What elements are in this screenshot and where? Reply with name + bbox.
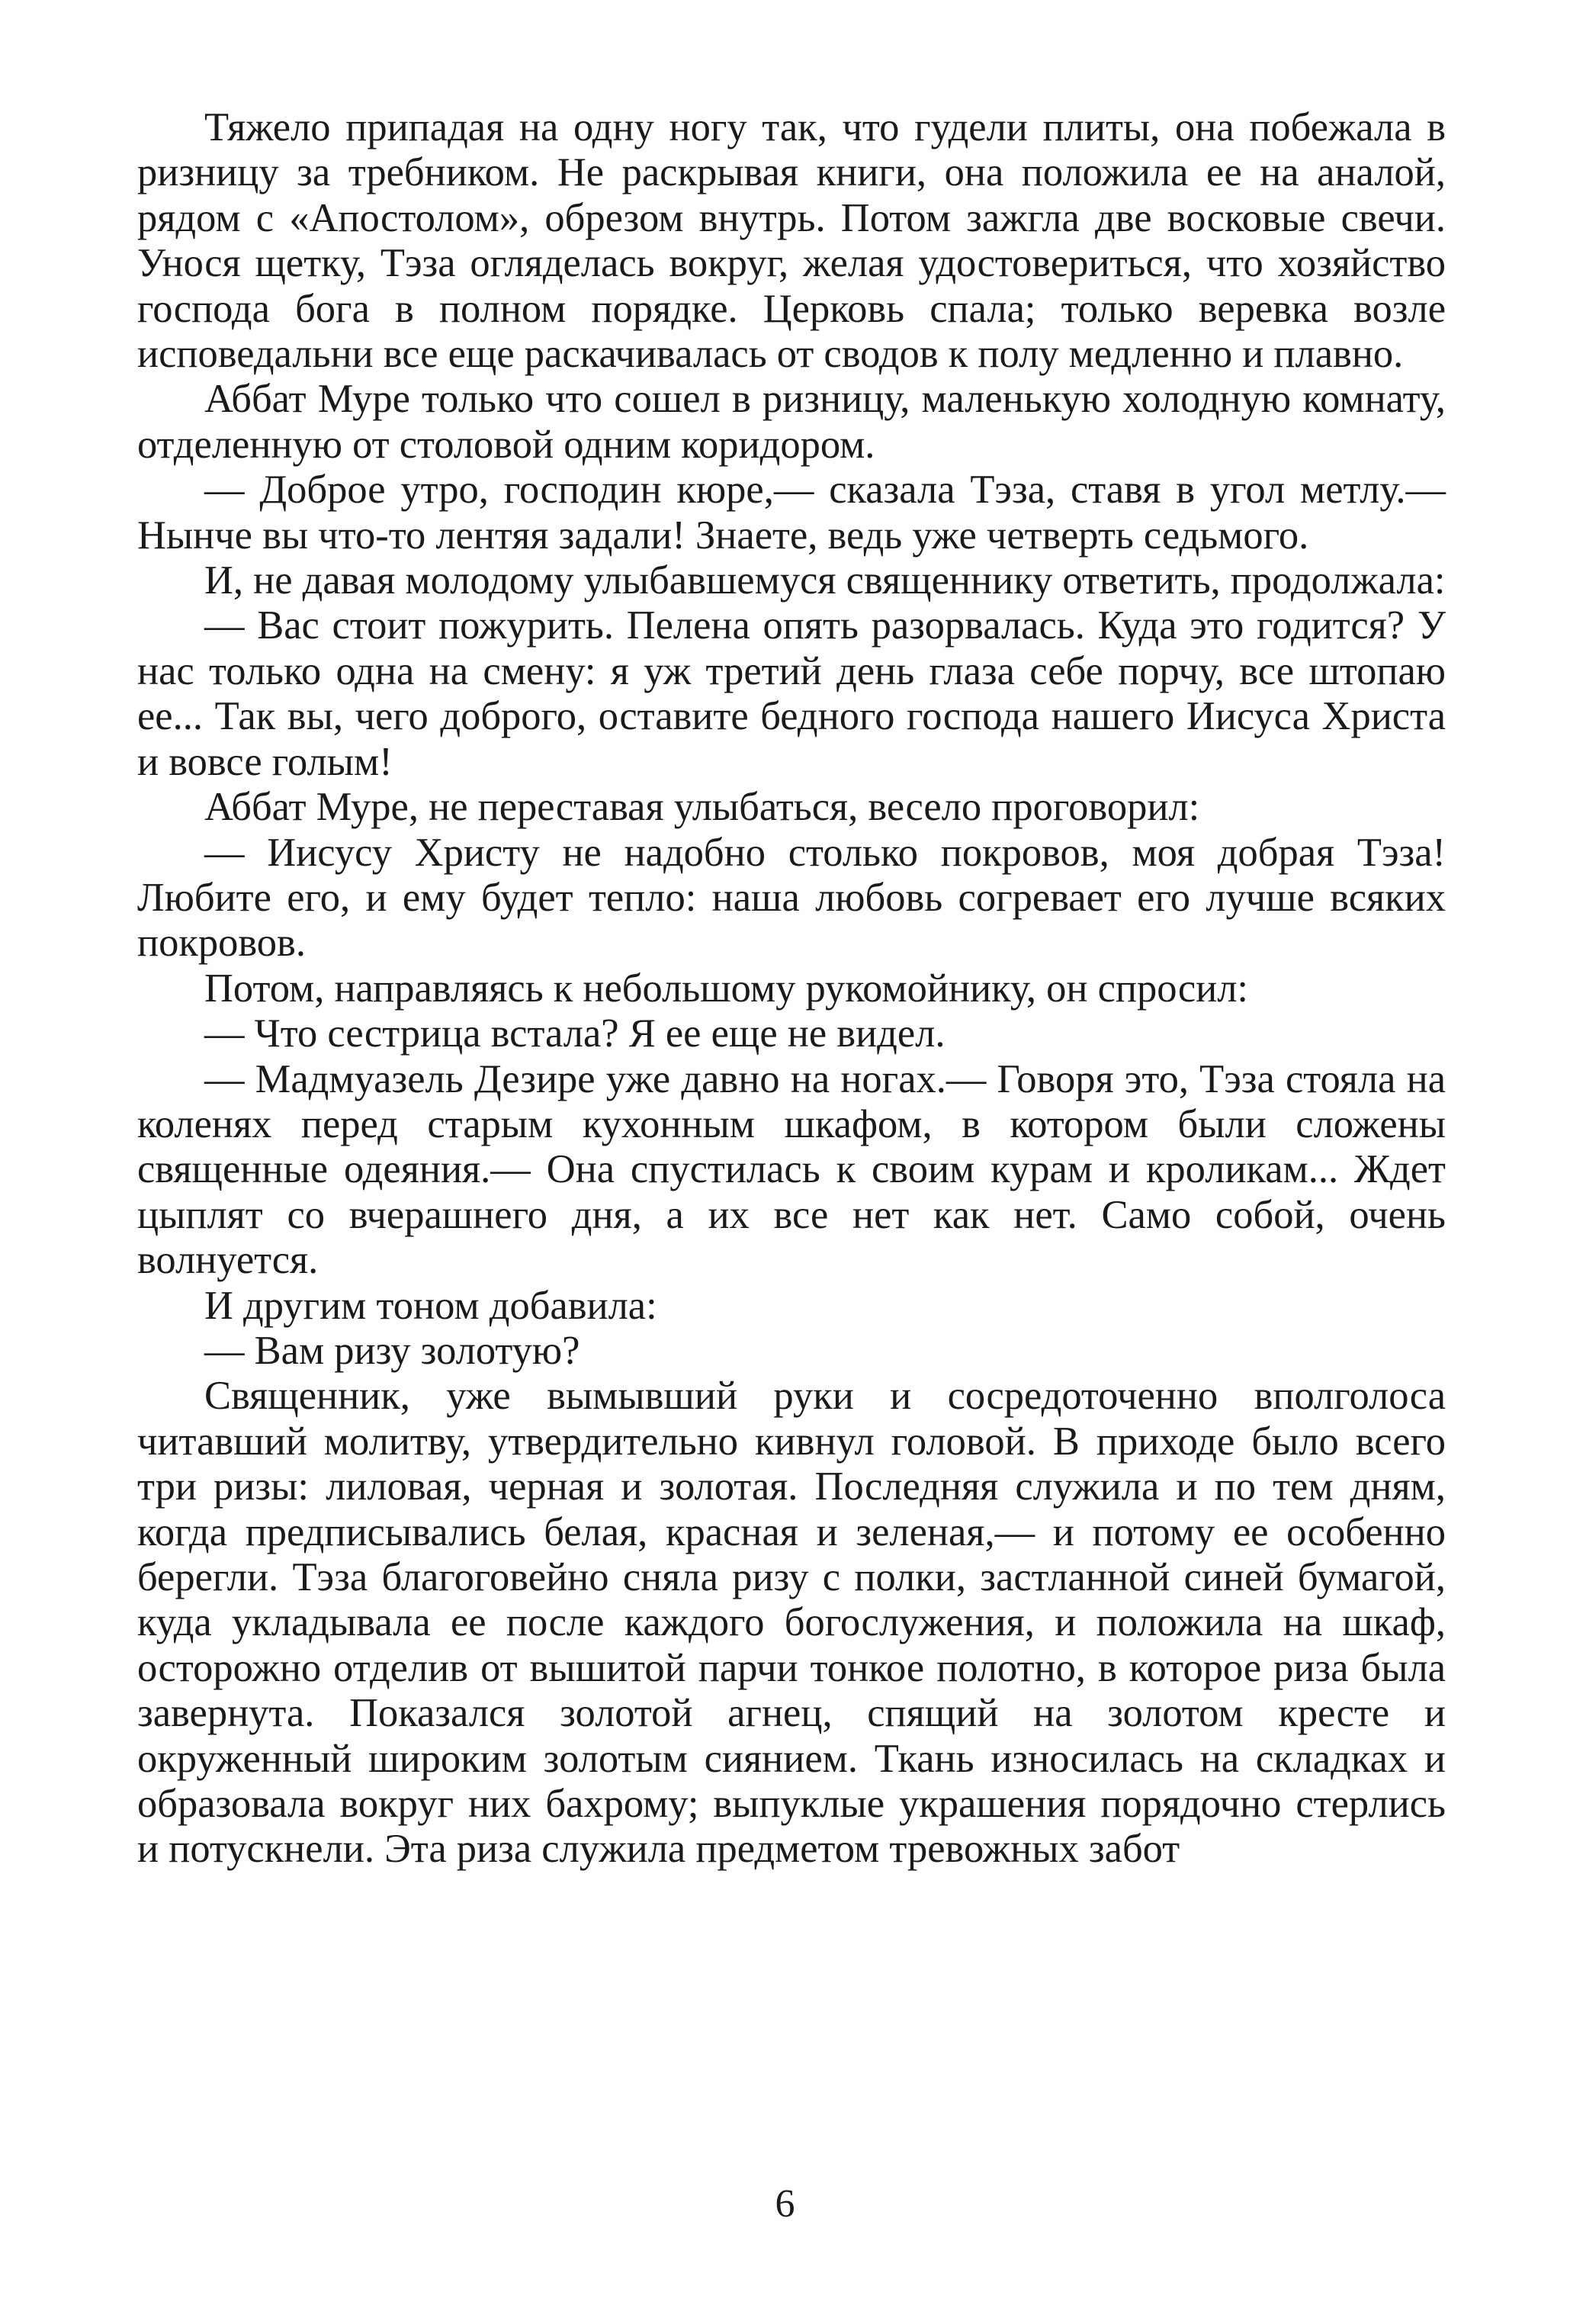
- paragraph: — Вам ризу золотую?: [204, 1328, 580, 1373]
- paragraph: Потом, направляясь к небольшому рукомойнику, он спросил:: [204, 966, 1248, 1011]
- paragraph: — Мадмуазель Дезире уже давно на ногах.— Говоря это, Тэза стояла на коленях перед старым кухонным шкафом, в котором были сложены священные одеяния.— Она спустилась к своим курам и кроликам... Ждет цыплят со вчерашнего дня, а их все нет как нет. Само собой, очень волнуется.: [137, 1056, 1446, 1283]
- paragraph: — Доброе утро, господин кюре,— сказала Тэза, ставя в угол метлу.— Нынче вы что-то лентяя задали! Знаете, ведь уже четверть седьмого.: [137, 468, 1446, 558]
- paragraph: — Что сестрица встала? Я ее еще не видел.: [204, 1011, 946, 1056]
- body-text: [137, 105, 1446, 1872]
- page-number: 6: [775, 2182, 795, 2226]
- paragraph: — Вас стоит пожурить. Пелена опять разорвалась. Куда это годится? У нас только одна на смену: я уж третий день глаза себе порчу, все штопаю ее... Так вы, чего доброго, оставите бедного господа нашего Иисуса Христа и вовсе голым!: [137, 603, 1446, 784]
- paragraph: И другим тоном добавила:: [204, 1283, 657, 1328]
- paragraph: И, не давая молодому улыбавшемуся священнику ответить, продолжала:: [204, 558, 1446, 603]
- paragraph: Тяжело припадая на одну ногу так, что гудели плиты, она побежала в ризницу за требником. Не раскрывая книги, она положила ее на аналой, рядом с «Апостолом», обрезом внутрь. Потом зажгла две восковые свечи. Унося щетку, Тэза огляделась вокруг, желая удостовериться, что хозяйство господа бога в полном порядке. Церковь спала; только веревка возле исповедальни все еще раскачивалась от сводов к полу медленно и плавно.: [137, 105, 1446, 377]
- paragraph: Аббат Муре только что сошел в ризницу, маленькую холодную комнату, отделенную от столовой одним коридором.: [137, 377, 1446, 467]
- paragraph: Аббат Муре, не переставая улыбаться, весело проговорил:: [204, 785, 1200, 830]
- paragraph: Священник, уже вымывший руки и сосредоточенно вполголоса читавший молитву, утвердительно кивнул головой. В приходе было всего три ризы: лиловая, черная и золотая. Последняя служила и по тем дням, когда предписывались белая, красная и зеленая,— и потому ее особенно берегли. Тэза благоговейно сняла ризу с полки, застланной синей бумагой, куда укладывала ее после каждого богослужения, и положила на шкаф, осторожно отделив от вышитой парчи тонкое полотно, в которое риза была завернута. Показался золотой агнец, спящий на золотом кресте и окруженный широким золотым сиянием. Ткань износилась на складках и образовала вокруг них бахрому; выпуклые украшения порядочно стерлись и потускнели. Эта риза служила предметом тревожных забот: [137, 1374, 1446, 1872]
- paragraph: — Иисусу Христу не надобно столько покровов, моя добрая Тэза! Любите его, и ему будет тепло: наша любовь согревает его лучше всяких покровов.: [137, 830, 1446, 966]
